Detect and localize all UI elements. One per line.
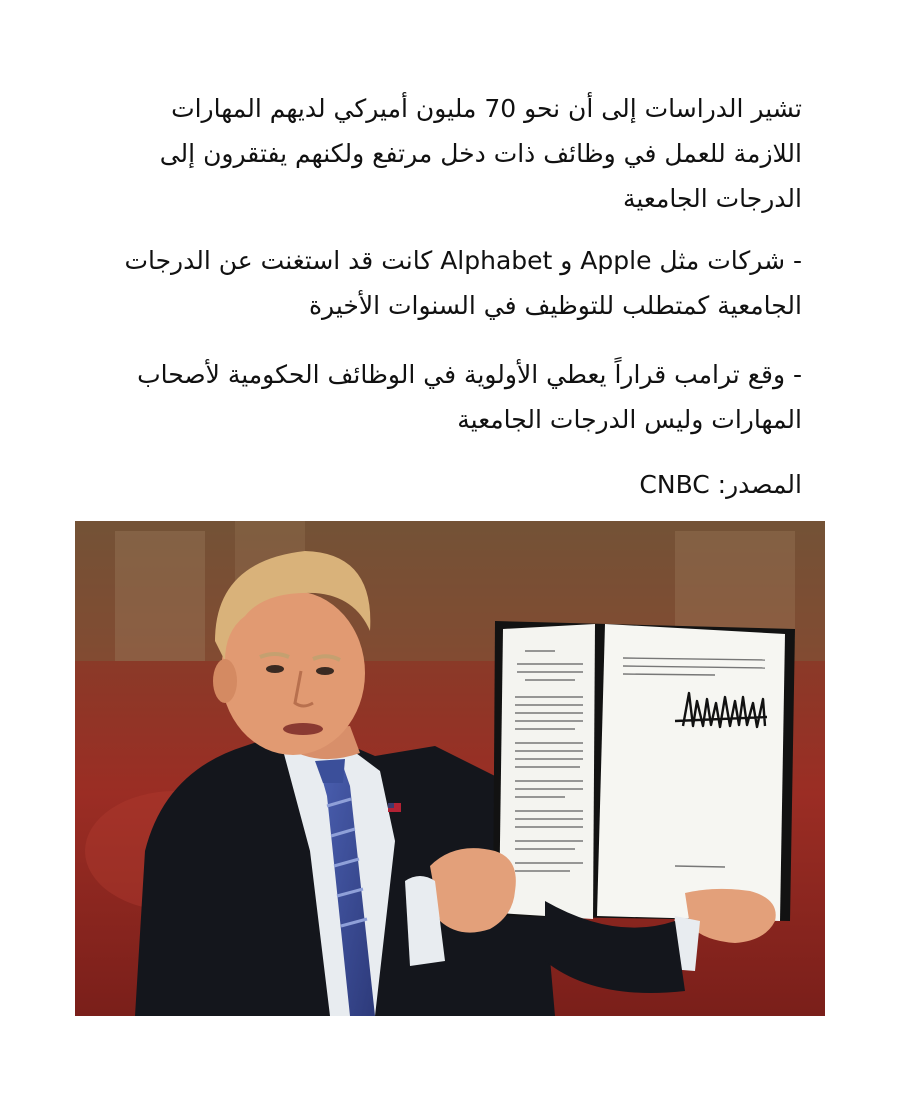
signed-document <box>493 621 795 921</box>
article-source: المصدر: CNBC <box>639 470 802 499</box>
article-paragraph-2: - شركات مثل Apple و Alphabet كانت قد استغنت عن الدرجات الجامعية كمتطلب للتوظيف في السنوات الأخيرة <box>124 246 802 320</box>
photo-illustration <box>75 521 825 1016</box>
news-photo <box>75 521 825 1016</box>
article-paragraph-1: تشير الدراسات إلى أن نحو 70 مليون أميركي لديهم المهارات اللازمة للعمل في وظائف ذات دخل مرتفع ولكنهم يفتقرون إلى الدرجات الجامعية <box>159 94 802 213</box>
article-paragraph-3: - وقع ترامب قراراً يعطي الأولوية في الوظائف الحكومية لأصحاب المهارات وليس الدرجات الجامعية <box>137 360 802 434</box>
